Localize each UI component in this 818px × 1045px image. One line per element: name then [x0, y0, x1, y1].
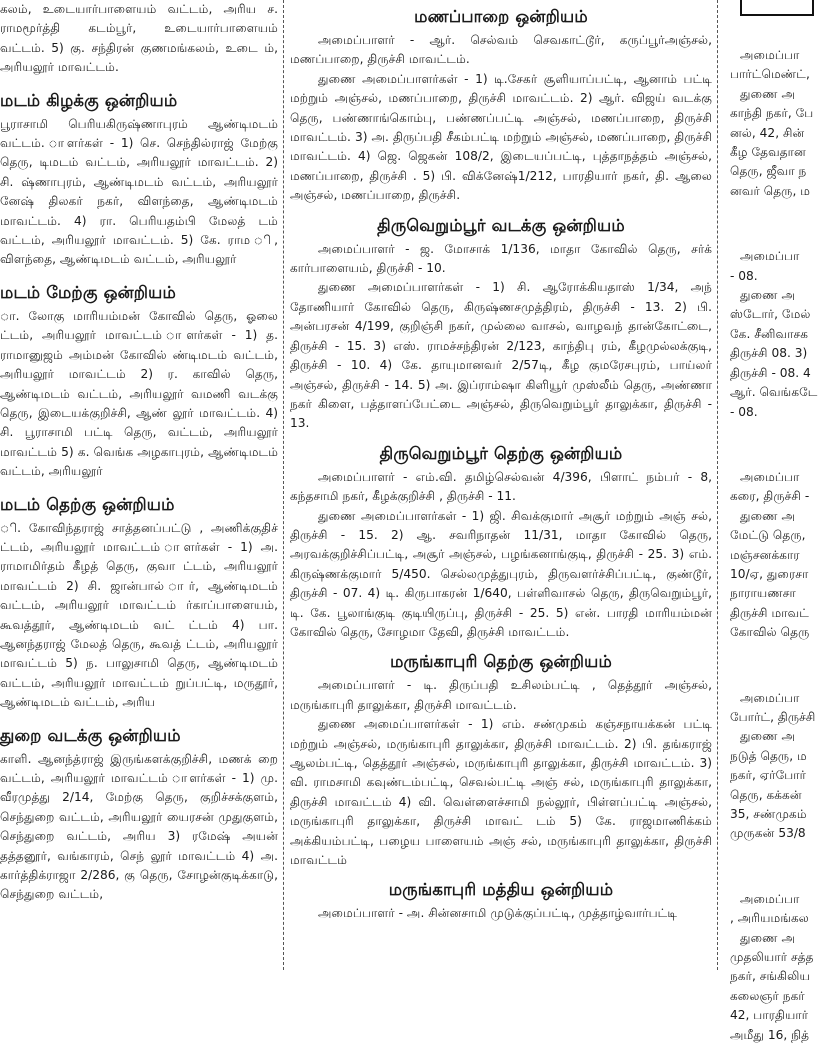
right-header-box	[740, 0, 814, 16]
right-line: 35, சண்முகம்	[730, 807, 807, 821]
deputies-entry-line: ரம், கீழமுல்லக்குடி, திருச்சி - 10. 4) கே. தாயுமானவர் 2/57டி, கீழ	[290, 338, 712, 373]
section-text	[0, 115, 278, 270]
right-line: னவர் தெரு, ம	[730, 183, 810, 198]
deputies-entry-line: துணை அமைப்பாளர்கள் - 1) டி.சேகர் சூளியாப்பட்டி, ஆனாம்	[318, 71, 677, 86]
section-line: ட்டம் 4) பா. ஆனந்தராஜ் மேலத் தெரு, கூவத்	[0, 617, 278, 651]
section-heading: துறை வடக்கு ஒன்றியம்	[0, 725, 181, 745]
deputies-entry	[290, 715, 712, 870]
left-top-line: கலம், உடையார்பாளையம் வட்டம், அரிய	[0, 2, 257, 16]
right-line: - 08.	[730, 268, 758, 283]
section-heading: மடம் மேற்கு ஒன்றியம்	[0, 282, 177, 302]
right-line: , அரியமங்கல	[730, 911, 809, 926]
right-block	[724, 844, 814, 1045]
section-line: காளி. ஆனந்த்ராஜ் இருங்களக்குறிச்சி, மணக்	[0, 751, 252, 766]
deputies-entry	[290, 278, 712, 433]
secretary-entry-line: மருங்காபுரி தாலுக்கா, திருச்சி மாவட்டம்.	[290, 697, 517, 712]
right-line: திருச்சி - 08. 4	[730, 365, 811, 380]
right-line: - 08.	[730, 404, 758, 419]
deputies-entry-line: சல், திருச்சி - 15. 2) ஆ. சவரிநாதன் 11/31, மாதா கோவில் தெரு,	[290, 508, 713, 542]
right-line: போர்ட், திருச்சி	[730, 709, 816, 724]
section-line: ர்காப்பாளையம், கூவத்தூர், ஆண்டிமடம் வட்	[0, 598, 278, 632]
right-line: திருச்சி 08. 3)	[730, 346, 808, 361]
section-heading: திருவெறும்பூர் தெற்கு ஒன்றியம்	[379, 443, 623, 463]
right-line: திருச்சி மாவட்	[730, 605, 809, 620]
right-line: 42, பாரதியார்	[730, 1008, 809, 1023]
right-block	[724, 201, 818, 422]
section-line: குறிச்சக்குளம், செந்துறை வட்டம், அரியலூர்	[0, 790, 278, 824]
right-line: அமைப்பா	[740, 469, 800, 484]
right-line: அமைப்பா	[740, 690, 800, 705]
deputies-entry-line: தான்கோட்டை, திருச்சி - 15. 3) எஸ். ராமச்சந்திரன் 2/123, காந்திபு	[290, 319, 712, 353]
deputies-entry-line: பி. தங்கராஜ் ஆலம்பட்டி, தெத்தூர் அஞ்சல், மருங்காபுரி தாலுக்கா,	[290, 736, 713, 770]
section-line: வமணி வடக்கு தெரு, இடையக்குறிச்சி, ஆண்	[0, 386, 278, 420]
deputies-entry	[290, 70, 712, 206]
deputies-entry-line: நல்லூர், பிள்ளப்பட்டி அஞ்சல், மருங்காபுரி தாலுக்கா, திருச்சி மாவட்	[290, 794, 712, 829]
deputies-entry-line: தேவி, திருச்சி மாவட்டம்.	[428, 624, 570, 639]
section-line: றுப்பட்டி, மருதூர், ஆண்டிமடம் வட்டம், அரிய	[0, 675, 278, 710]
block-gap	[730, 643, 800, 689]
right-block	[724, 0, 814, 201]
section-line: 3) ரமேஷ் அயன் தத்தனூர், வங்காரம், செந்	[0, 829, 279, 863]
right-line: துணை அ	[740, 288, 796, 303]
section-line: ா. லோகு மாரியம்மன் கோவில் தெரு, ஓலை	[0, 308, 278, 323]
right-line: 10/ஏ, துரைசா	[730, 566, 809, 581]
right-line: மேட்டு தெரு,	[730, 528, 806, 543]
right-line: னல், 42, சின்	[730, 125, 805, 140]
deputies-entry-line: தோணியார் கோவில் தெரு, கிருஷ்ணசமுத்திரம், திருச்சி - 13. 2)	[290, 299, 687, 314]
section-line: ண்டிமடம் வட்டம், அரியலூர் மாவட்டம் 2) ர.	[0, 347, 278, 382]
right-column	[724, 0, 818, 1045]
right-line: துணை அ	[740, 930, 796, 945]
section-text	[0, 307, 278, 482]
left-top-line: ம், அரியலூர் மாவட்டம்.	[0, 40, 279, 75]
deputies-entry-line: விஜய் வடக்கு தெரு, பண்ணாங்கொம்பு, பண்ணப்பட்டி அஞ்சல்,	[290, 91, 712, 125]
right-line: கோவில் தெரு	[730, 625, 810, 640]
right-line: கீழ தேவதான	[730, 145, 806, 160]
right-line: மஞ்சனக்கார	[730, 547, 800, 562]
section-line: ாளர்கள் - 1) மு. வீரமுத்து 2/14, மேற்கு தெரு,	[0, 771, 278, 805]
right-line: காந்தி நகர், பே	[730, 106, 814, 121]
right-line: தெரு, கக்கன்	[730, 787, 802, 802]
section-line: னேஷ் திலகர் நகர், விளந்தை, ஆண்டிமடம்	[0, 194, 278, 209]
secretary-entry-line: - 8, கந்தசாமி நகர், கீழக்குறிச்சி , திருச்சி - 11.	[290, 469, 713, 504]
section-line: லூர் மாவட்டம் 4) அ. கார்த்திக்ராஜா 2/286,	[0, 848, 278, 883]
center-column	[290, 0, 712, 924]
right-line: கரை, திருச்சி -	[730, 489, 810, 504]
section-heading: திருவெறும்பூர் வடக்கு ஒன்றியம்	[377, 215, 625, 235]
right-line: முதலியார் சத்த	[730, 950, 814, 965]
section-line: ாளர்கள் - 1) செ. செந்தில்ராஜ் மேற்கு தெரு,	[0, 136, 278, 170]
left-top-text	[0, 0, 278, 78]
secretary-entry-line: அமைப்பாளர் - எம்.வி. தமிழ்செல்வன் 4/396, பிளாட் நம்பர்	[318, 469, 680, 484]
section-line: லூர் மாவட்டம். 4) சி. பூராசாமி பட்டி தெரு,	[0, 405, 278, 440]
section-line: டிமடம் வட்டம், அரியலூர் மாவட்டம். 2) சி.	[0, 155, 279, 189]
right-line: கலைஞர் நகர்	[730, 988, 805, 1003]
secretary-entry	[290, 240, 712, 279]
section-line: ார், ஆண்டிமடம் வட்டம், அரியலூர் மாவட்டம்	[0, 578, 278, 613]
deputies-entry-line: மணப்பாறை, திருச்சி மாவட்டம். 3) அ. திருப்பதி சீகம்பட்டி மற்றும்	[290, 110, 712, 145]
right-line: அமைப்பா	[740, 48, 800, 62]
secretary-entry-line: அமைப்பாளர் - டி. திருப்பதி உசிலம்பட்டி , தெத்தூர் அஞ்சல்,	[318, 678, 712, 693]
right-line: ஸ்டோர், மேல்	[730, 307, 811, 322]
deputies-entry-line: திருவளர்ச்சிப்பட்டி, குண்டூர், திருச்சி - 07. 4) டி. கிருபாகரன் 1/640,	[290, 566, 712, 601]
right-line: நகர், ஏர்போர்	[730, 768, 807, 783]
secretary-entry	[290, 676, 712, 715]
section-line: டம் வட்டம், அரியலூர் மாவட்டம். 5) கே. ராம	[0, 213, 278, 248]
right-line: முருகன் 53/8	[730, 826, 806, 841]
secretary-entry-line: அமைப்பாளர் - ஜ. மோசாக் 1/136, மாதா கோவில் தெரு, சர்க்	[318, 241, 712, 256]
section-line: ி. கோவிந்தராஜ் சாத்தனப்பட்டு , அணிக்குதிச்	[0, 520, 278, 535]
column-divider-left	[283, 0, 284, 970]
section-line: ஷ்ணாபுரம், ஆண்டிமடம் வட்டம், அரியலூர்	[21, 174, 278, 189]
section-line: ட்டம், அரியலூர் மாவட்டம்	[0, 539, 161, 554]
section-line: ாளர்கள் - 1) அ. ராமாமிர்தம் கீழத் தெரு, குவா	[0, 539, 279, 574]
right-line: துணை அ	[740, 729, 796, 744]
section-heading: மடம் தெற்கு ஒன்றியம்	[0, 494, 175, 514]
deputies-entry-line: திருச்சி - 25. 5) என். பாரதி மாரியம்மன் கோவில் தெரு, சோழமா	[290, 605, 713, 639]
deputies-entry-line: சல், மருங்காபுரி தாலுக்கா, திருச்சி மாவட்டம்	[290, 833, 712, 868]
deputies-entry-line: குமரேசபுரம், பாய்லர் அஞ்சல், திருச்சி - 14.	[290, 358, 712, 392]
deputies-entry-line: 3) எம். கிருஷ்ணக்குமார் 5/450. செல்லமுத்துபுரம்,	[290, 547, 713, 581]
secretary-entry-line: அமைப்பாளர் - அ. சின்னசாமி முடுக்குப்பட்டி, முத்தாழ்வார்பட்டி	[318, 906, 678, 921]
section-heading: மருங்காபுரி மத்திய ஒன்றியம்	[388, 880, 614, 900]
block-gap	[730, 422, 800, 468]
right-line: அமீது 16, நித்	[730, 1027, 810, 1042]
right-line: ஆர். வெங்கடே	[730, 385, 818, 400]
right-line: அமைப்பா	[740, 249, 800, 264]
left-top-line: வட்டம். 5) கு. சந்திரன் குணமங்கலம், உடை	[0, 40, 258, 55]
deputies-entry	[290, 507, 712, 643]
deputies-entry-line: திருச்சி மாவட்டம். 3) வி. ராமசாமி கவுண்டம்பட்டி, செவல்பட்டி அஞ்	[290, 756, 712, 790]
section-line: ட்டம், அரியலூர் மாவட்டம் 2) சி. ஜான்பால்	[0, 559, 278, 593]
secretary-entry	[290, 31, 712, 70]
section-line: றை வட்டம், அரியலூர் மாவட்டம்	[0, 751, 279, 785]
right-line: நடுத் தெரு, ம	[730, 748, 807, 763]
section-line: பூராசாமி பெரியகிருஷ்ணாபுரம் ஆண்டிமடம்	[0, 116, 278, 131]
secretary-entry	[290, 468, 712, 507]
deputies-entry-line: துணை அமைப்பாளர்கள் - 1) ஜி. சிவக்குமார் அசூர் மற்றும் அஞ்	[318, 508, 686, 523]
deputies-entry-line: பட்டி மற்றும் அஞ்சல், மருங்காபுரி தாலுக்கா, திருச்சி மாவட்டம். 2)	[290, 717, 713, 751]
right-line: பார்ட்மெண்ட்,	[730, 67, 810, 82]
deputies-entry-line: இடையப்பட்டி, புத்தாநத்தம் அஞ்சல், மணப்பாறை, திருச்சி . 5) பி.	[290, 149, 712, 183]
section-line: தெரு, ஆண்டிமடம் வட்டம், அரியலூர் மாவட்டம்	[0, 656, 279, 690]
section-heading: மடம் கிழக்கு ஒன்றியம்	[0, 90, 178, 110]
deputies-entry-line: பட்டி மற்றும் அஞ்சல், மணப்பாறை, திருச்சி மாவட்டம். 2) ஆர்.	[290, 71, 712, 106]
secretary-entry-line: அமைப்பாளர் - ஆர். செல்வம் செவகாட்டூர், கருப்பூர்அஞ்சல்,	[318, 33, 712, 47]
right-line: கே. சீனிவாசக	[730, 326, 809, 341]
section-line: மாவட்டம். 4) ரா. பெரியதம்பி மேலத்	[0, 213, 246, 228]
right-line: நாராயணசா	[730, 586, 796, 601]
section-line: வட்டம்.	[0, 136, 45, 151]
right-line: துணை அ	[740, 508, 796, 523]
section-line: ி, விளந்தை, ஆண்டிமடம் வட்டம், அரியலூர்	[0, 233, 279, 267]
secretary-entry-line: மணப்பாறை, திருச்சி மாவட்டம்.	[290, 52, 470, 67]
deputies-entry-line: துணை அமைப்பாளர்கள் - 1) எம். சண்முகம் கஞ்சநாயக்கன்	[318, 717, 676, 732]
right-block	[724, 422, 810, 643]
secretary-entry-line: கார்பாளையம், திருச்சி - 10.	[290, 261, 446, 276]
deputies-entry-line: திருச்சி.	[418, 188, 461, 203]
section-text	[0, 519, 278, 713]
deputies-entry-line: விக்னேஷ்1/212, பாரதியார் நகர், தி. ஆலை அஞ்சல், மணப்பாறை,	[290, 168, 713, 203]
section-line: ாளர்கள் - 1) த. ராமானுஜம் அம்மன் கோவில்	[0, 328, 278, 362]
deputies-entry-line: டம் 5) கே. ராஜமாணிக்கம் அக்கியம்பட்டி, பழைய பாளையம் அஞ்	[290, 814, 712, 848]
section-line: யைரசன் முதுகுளம், செந்துறை வட்டம், அரிய	[0, 809, 278, 844]
section-heading: மணப்பாறை ஒன்றியம்	[414, 7, 588, 26]
block-gap	[730, 844, 800, 890]
right-block	[724, 643, 816, 844]
right-line: அமைப்பா	[740, 891, 800, 906]
section-line: வட்டம், அரியலூர் மாவட்டம் 5) க. வெங்க	[0, 425, 278, 459]
right-line: துணை அ	[740, 86, 796, 101]
deputies-entry-line: சல், மருங்காபுரி தாலுக்கா, திருச்சி மாவட்டம் 4) வி. வெள்ளைச்சாமி	[290, 775, 713, 809]
section-line: ட்டம், அரியலூர் மாவட்டம் 5) ந. பாலுசாமி	[0, 636, 278, 671]
section-line: ட்டம், அரியலூர் மாவட்டம்	[0, 328, 163, 343]
section-text	[0, 750, 278, 905]
section-line: அழகாபுரம், ஆண்டிமடம் வட்டம், அரியலூர்	[0, 444, 279, 479]
deputies-entry-line: அரவக்குறிச்சிப்பட்டி, அசூர் அஞ்சல், பழங்கனாங்குடி, திருச்சி - 25.	[290, 547, 667, 562]
deputies-entry-line: பி. அன்பரசன் 4/199, குறிஞ்சி நகர், முல்லை வாசல், வாழவந்	[290, 299, 712, 334]
right-line: தெரு, ஜீவா ந	[730, 164, 807, 179]
deputies-entry-line: பள்ளிவாசல் தெரு, திருவெறும்பூர், டி. கே. பூலாங்குடி குடியிருப்பு,	[290, 586, 712, 620]
right-line: நகர், சங்கிலிய	[730, 969, 811, 984]
deputies-entry-line: துணை அமைப்பாளர்கள் - 1) சி. ஆரோக்கியதாஸ் 1/34, அந்	[318, 280, 712, 295]
deputies-entry-line: 5) அ. இப்ராம்ஷா கிளியூர் முஸ்லீம் தெரு, அண்ணா நகர் கிளை,	[290, 377, 713, 411]
section-heading: மருங்காபுரி தெற்கு ஒன்றியம்	[390, 652, 612, 672]
left-column	[0, 0, 278, 905]
deputies-entry-line: அஞ்சல், மணப்பாறை, திருச்சி மாவட்டம். 4) ஜெ. ஜெகன் 108/2,	[290, 130, 712, 164]
deputies-entry-line: பத்தாளப்பேட்டை அஞ்சல், திருவெறும்பூர் தாலுக்கா, திருச்சி - 13.	[290, 396, 712, 431]
left-top-line: ச. ராமமூர்த்தி கடம்பூர், உடையார்பாளையம்	[0, 2, 278, 36]
secretary-entry	[290, 904, 712, 923]
block-gap	[730, 201, 800, 247]
section-line: கு தெரு, சோழன்குடிக்காடு, செந்துறை வட்டம்,	[0, 868, 278, 902]
section-line: காவில் தெரு, ஆண்டிமடம் வட்டம், அரியலூர்	[0, 367, 278, 401]
column-divider-right	[717, 0, 718, 970]
